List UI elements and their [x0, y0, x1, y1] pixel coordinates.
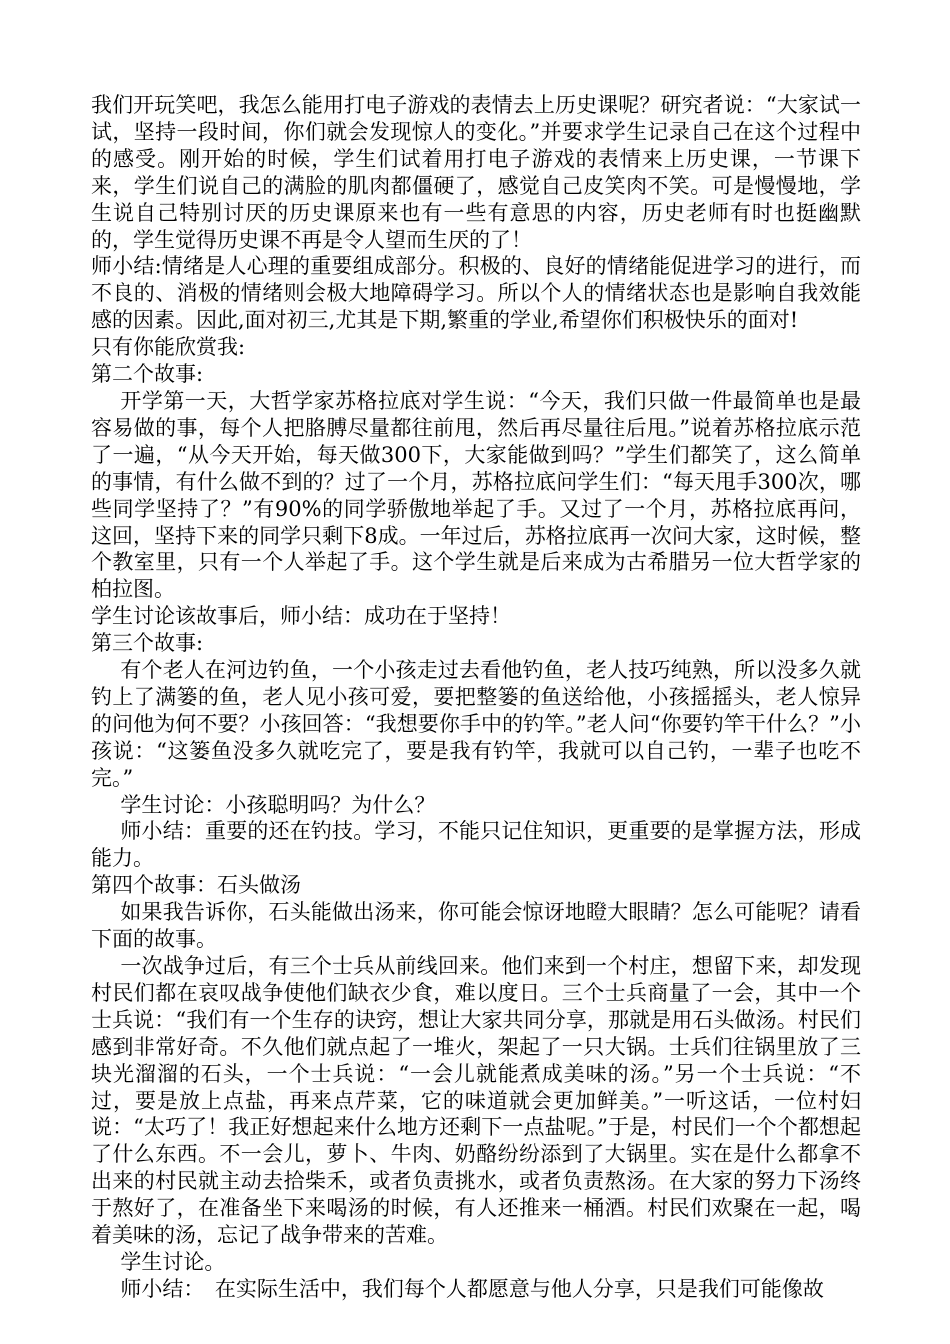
paragraph-10: 师小结：重要的还在钓技。学习，不能只记住知识，更重要的是掌握方法，形成能力。 — [91, 819, 861, 871]
paragraph-2: 师小结:情绪是人心理的重要组成部分。积极的、良好的情绪能促进学习的进行，而不良的、消极的情绪则会极大地障碍学习。所以个人的情绪状态也是影响自我效能感的因素。因此,面对初三,尤其是下期,繁重的学业,希望你们积极快乐的面对! — [91, 254, 861, 333]
paragraph-15: 师小结： 在实际生活中，我们每个人都愿意与他人分享，只是我们可能像故 — [120, 1276, 824, 1301]
paragraph-7: 第三个故事: — [91, 631, 204, 656]
paragraph-11: 第四个故事：石头做汤 — [91, 873, 301, 898]
paragraph-9: 学生讨论：小孩聪明吗？为什么？ — [120, 792, 436, 817]
paragraph-14: 学生讨论。 — [120, 1249, 226, 1274]
paragraph-1: 我们开玩笑吧，我怎么能用打电子游戏的表情去上历史课呢？研究者说：“大家试一试，坚持一段时间，你们就会发现惊人的变化。”并要求学生记录自己在这个过程中的感受。刚开始的时候，学生们试着用打电子游戏的表情来上历史课，一节课下来，学生们说自己的满脸的肌肉都僵硬了，感觉自己皮笑肉不笑。可是慢慢地，学生说自己特别讨厌的历史课原来也有一些有意思的内容，历史老师有时也挺幽默的，学生觉得历史课不再是令人望而生厌的了！ — [91, 93, 861, 252]
paragraph-5: 开学第一天，大哲学家苏格拉底对学生说：“今天，我们只做一件最简单也是最容易做的事，每个人把胳膊尽量都往前甩，然后再尽量往后甩。”说着苏格拉底示范了一遍，“从今天开始，每天做300下，大家能做到吗？”学生们都笑了，这么简单的事情，有什么做不到的？过了一个月，苏格拉底问学生们：“每天甩手300次，哪些同学坚持了？”有90%的同学骄傲地举起了手。又过了一个月，苏格拉底再问，这回，坚持下来的同学只剩下8成。一年过后，苏格拉底再一次问大家，这时候，整个教室里，只有一个人举起了手。这个学生就是后来成为古希腊另一位大哲学家的柏拉图。 — [91, 388, 861, 602]
paragraph-13: 一次战争过后，有三个士兵从前线回来。他们来到一个村庄，想留下来，却发现村民们都在哀叹战争使他们缺衣少食，难以度日。三个士兵商量了一会，其中一个士兵说：“我们有一个生存的诀窍，想让大家共同分享，那就是用石头做汤。村民们感到非常好奇。不久他们就点起了一堆火，架起了一只大锅。士兵们往锅里放了三块光溜溜的石头，一个士兵说：“一会儿就能煮成美味的汤。”另一个士兵说：“不过，要是放上点盐，再来点芹菜，它的味道就会更加鲜美。”一听这话，一位村妇说：“太巧了！我正好想起来什么地方还剩下一点盐呢。”于是，村民们一个个都想起了什么东西。不一会儿，萝卜、牛肉、奶酪纷纷添到了大锅里。实在是什么都拿不出来的村民就主动去拾柴禾，或者负责挑水，或者负责熬汤。在大家的努力下汤终于熬好了，在准备坐下来喝汤的时候，有人还推来一桶酒。村民们欢聚在一起，喝着美味的汤，忘记了战争带来的苦难。 — [91, 954, 861, 1248]
paragraph-8: 有个老人在河边钓鱼，一个小孩走过去看他钓鱼，老人技巧纯熟，所以没多久就钓上了满篓的鱼，老人见小孩可爱，要把整篓的鱼送给他，小孩摇摇头，老人惊异的问他为何不要？小孩回答：“我想要你手中的钓竿。”老人问“你要钓竿干什么？”小孩说：“这篓鱼没多久就吃完了，要是我有钓竿，我就可以自己钓，一辈子也吃不完。” — [91, 658, 861, 790]
paragraph-4: 第二个故事: — [91, 362, 204, 387]
paragraph-3: 只有你能欣赏我: — [91, 335, 246, 360]
paragraph-6: 学生讨论该故事后，师小结：成功在于坚持！ — [91, 604, 511, 629]
paragraph-12: 如果我告诉你，石头能做出汤来，你可能会惊讶地瞪大眼睛？怎么可能呢？请看下面的故事。 — [91, 900, 861, 952]
document-body — [91, 92, 861, 1303]
